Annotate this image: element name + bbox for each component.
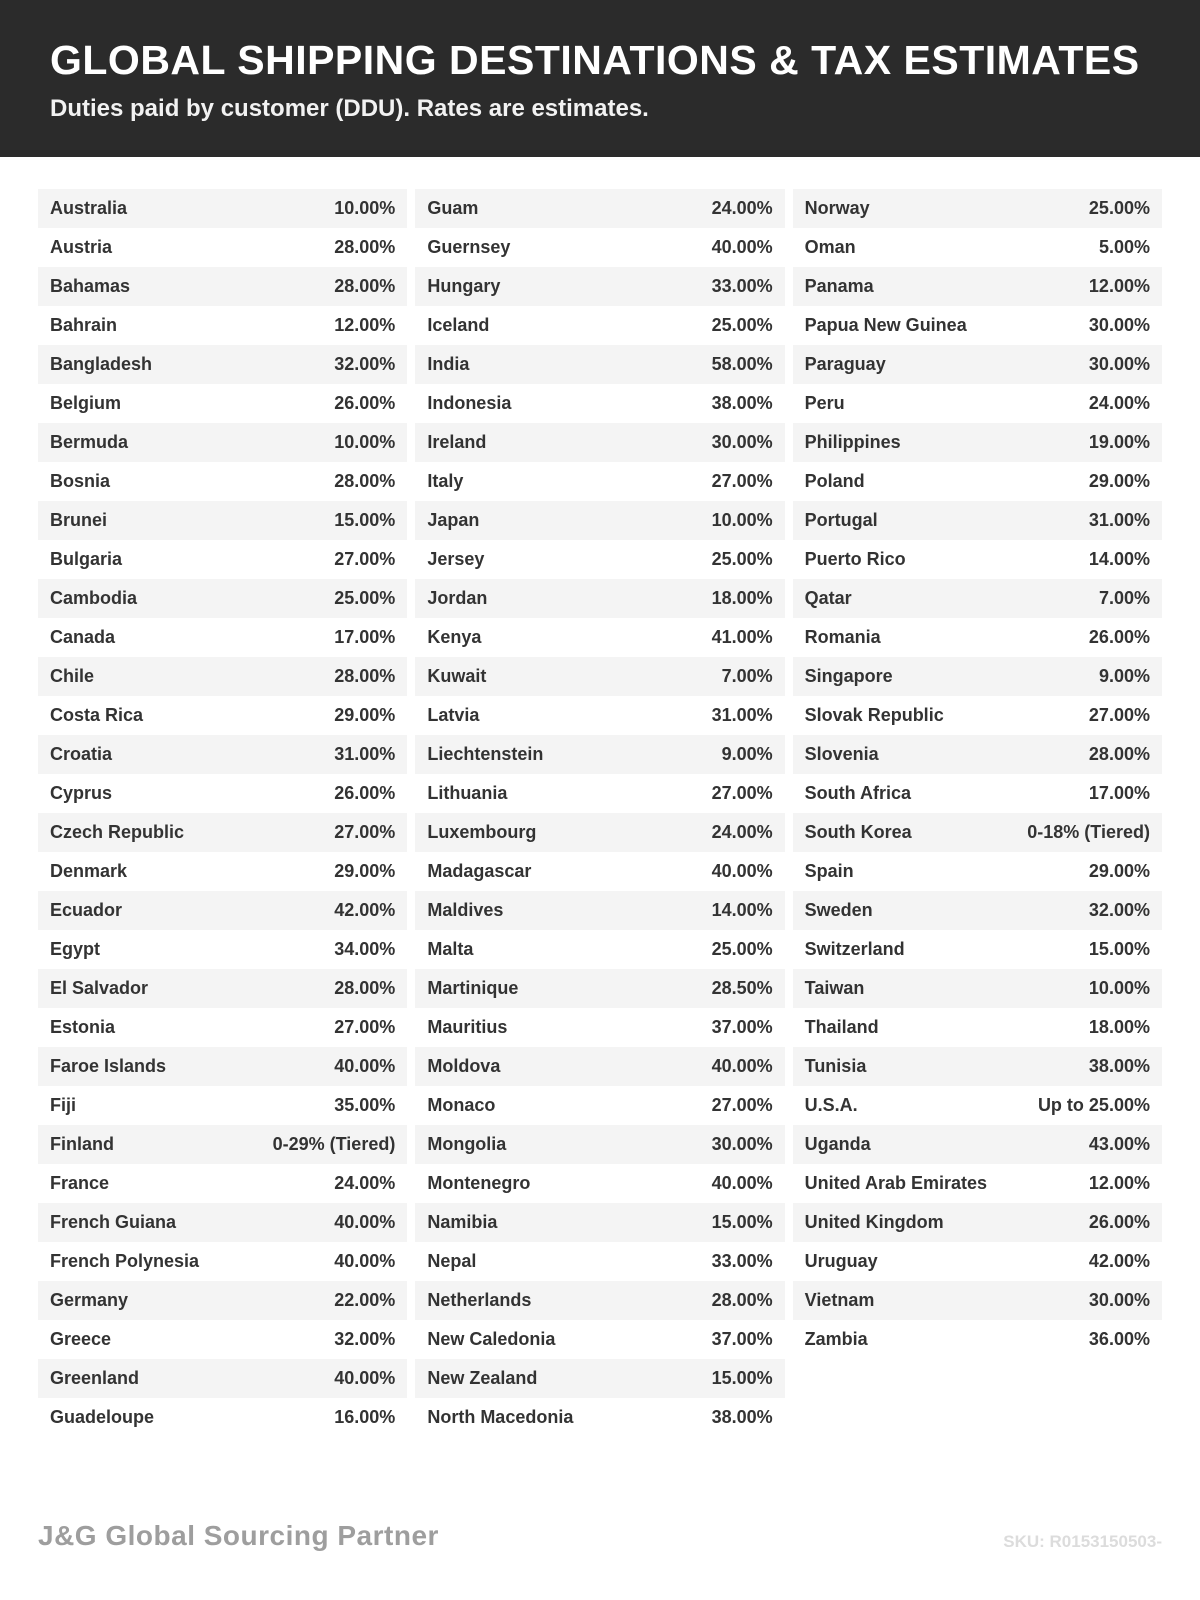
country-name: United Arab Emirates [804,1173,988,1194]
tax-rate: 38.00% [711,393,773,414]
country-name: French Polynesia [50,1251,200,1272]
country-name: Croatia [50,744,113,765]
tax-rate: 26.00% [334,393,396,414]
tax-rate: 40.00% [711,1056,773,1077]
tax-rate: 58.00% [711,354,773,375]
country-name: Moldova [427,1056,501,1077]
tax-rate: 33.00% [711,1251,773,1272]
table-row [793,462,1162,501]
tax-rate: 12.00% [1088,276,1150,297]
table-row [38,618,407,657]
table-row [415,228,784,267]
country-name: Uganda [804,1134,871,1155]
table-row [415,735,784,774]
country-name: Madagascar [427,861,532,882]
tax-rate: 10.00% [711,510,773,531]
country-name: Maldives [427,900,504,921]
table-row [38,345,407,384]
tax-rate: 15.00% [1088,939,1150,960]
tax-rate: 40.00% [711,1173,773,1194]
table-row [38,1320,407,1359]
country-name: Paraguay [804,354,886,375]
country-name: Singapore [804,666,893,687]
tax-rate: 7.00% [721,666,773,687]
country-name: Lithuania [427,783,508,804]
country-name: Switzerland [804,939,905,960]
table-row [38,1359,407,1398]
country-name: Bangladesh [50,354,153,375]
table-row [415,930,784,969]
country-name: Sweden [804,900,873,921]
table-row [38,384,407,423]
table-row [38,969,407,1008]
tax-rate: 30.00% [1088,1290,1150,1311]
table-row [793,1164,1162,1203]
table-column-2 [415,189,784,1437]
table-column-1 [38,189,407,1437]
table-row [38,267,407,306]
table-row [415,345,784,384]
country-name: Mongolia [427,1134,507,1155]
tax-rate: 28.00% [334,978,396,999]
tax-rate: 27.00% [711,783,773,804]
table-row [415,579,784,618]
country-name: Namibia [427,1212,498,1233]
tax-rate: 37.00% [711,1017,773,1038]
table-row [38,696,407,735]
table-row [38,774,407,813]
country-name: Indonesia [427,393,512,414]
table-row [793,1086,1162,1125]
tax-rate: 0-29% (Tiered) [272,1134,396,1155]
tax-rate: 17.00% [334,627,396,648]
tax-rate: 27.00% [711,471,773,492]
table-row [38,501,407,540]
country-name: Liechtenstein [427,744,544,765]
country-name: Oman [804,237,856,258]
table-row [415,540,784,579]
tax-rate: 28.50% [711,978,773,999]
country-name: Jersey [427,549,485,570]
table-row [415,1320,784,1359]
tax-rate: 38.00% [1088,1056,1150,1077]
tax-rate: 42.00% [334,900,396,921]
tax-rate: 33.00% [711,276,773,297]
table-row [38,1203,407,1242]
country-name: Egypt [50,939,101,960]
tax-rate: 18.00% [1088,1017,1150,1038]
country-name: Estonia [50,1017,116,1038]
table-row [793,969,1162,1008]
country-name: Portugal [804,510,878,531]
country-name: Romania [804,627,881,648]
country-name: Slovak Republic [804,705,944,726]
table-row [38,1008,407,1047]
country-name: Ireland [427,432,487,453]
country-name: Tunisia [804,1056,867,1077]
country-name: South Africa [804,783,911,804]
country-name: Costa Rica [50,705,144,726]
table-row [38,891,407,930]
tax-rate: 30.00% [711,1134,773,1155]
page-footer [0,1520,1200,1600]
table-row [415,891,784,930]
country-name: Kuwait [427,666,487,687]
tax-rate: 27.00% [334,822,396,843]
tax-rate: 24.00% [334,1173,396,1194]
country-name: South Korea [804,822,912,843]
tax-rate: 12.00% [334,315,396,336]
table-row [793,1047,1162,1086]
country-name: Papua New Guinea [804,315,967,336]
tax-rate: 25.00% [711,549,773,570]
table-row [415,813,784,852]
country-name: Hungary [427,276,501,297]
table-row [415,1398,784,1437]
tax-rate: 28.00% [334,276,396,297]
table-row [38,735,407,774]
country-name: French Guiana [50,1212,177,1233]
table-row [415,774,784,813]
country-name: Guam [427,198,479,219]
tax-rate: 29.00% [334,705,396,726]
tax-rate: 28.00% [334,471,396,492]
table-row [38,540,407,579]
tax-rate: 10.00% [334,198,396,219]
country-name: Finland [50,1134,114,1155]
country-name: Taiwan [804,978,865,999]
country-name: Norway [804,198,870,219]
table-row [38,189,407,228]
country-name: Nepal [427,1251,477,1272]
country-name: Peru [804,393,845,414]
tax-rate: 37.00% [711,1329,773,1350]
tax-rate: 27.00% [334,549,396,570]
table-row [793,774,1162,813]
country-name: United Kingdom [804,1212,944,1233]
table-row [415,1359,784,1398]
country-name: U.S.A. [804,1095,858,1116]
tax-rate: 14.00% [711,900,773,921]
table-row [415,423,784,462]
table-row [415,306,784,345]
table-row [415,1047,784,1086]
country-name: Bosnia [50,471,111,492]
table-row [793,1203,1162,1242]
country-name: Zambia [804,1329,868,1350]
table-row [793,813,1162,852]
tax-rate: 31.00% [334,744,396,765]
country-name: Brunei [50,510,108,531]
country-name: Bermuda [50,432,129,453]
country-name: New Zealand [427,1368,538,1389]
country-name: Vietnam [804,1290,875,1311]
tax-rate: 9.00% [1098,666,1150,687]
tax-rate: 42.00% [1088,1251,1150,1272]
country-name: Faroe Islands [50,1056,167,1077]
country-name: Spain [804,861,854,882]
page-subtitle: Duties paid by customer (DDU). Rates are estimates. [50,95,649,123]
country-name: Czech Republic [50,822,185,843]
tax-rate: 12.00% [1088,1173,1150,1194]
table-row [415,267,784,306]
country-name: Belgium [50,393,122,414]
tax-rate: 15.00% [711,1212,773,1233]
country-name: New Caledonia [427,1329,556,1350]
tax-rate: 38.00% [711,1407,773,1428]
tax-rate: 22.00% [334,1290,396,1311]
tax-rate: 27.00% [334,1017,396,1038]
table-row [793,228,1162,267]
table-row [793,267,1162,306]
country-name: Monaco [427,1095,496,1116]
table-column-3 [793,189,1162,1359]
country-name: Fiji [50,1095,76,1116]
country-name: Guernsey [427,237,511,258]
tax-rate: 32.00% [334,1329,396,1350]
tax-rate: 40.00% [711,237,773,258]
tax-rate: 40.00% [334,1212,396,1233]
tax-rate: 29.00% [1088,471,1150,492]
country-name: Jordan [427,588,488,609]
tax-rate: 40.00% [711,861,773,882]
country-name: Slovenia [804,744,879,765]
country-name: Ecuador [50,900,123,921]
table-row [415,189,784,228]
table-row [793,579,1162,618]
table-row [793,423,1162,462]
table-row [415,618,784,657]
table-row [415,1086,784,1125]
country-name: Germany [50,1290,129,1311]
tax-rate: 26.00% [334,783,396,804]
tax-rate: 43.00% [1088,1134,1150,1155]
tax-rate: 26.00% [1088,627,1150,648]
country-name: India [427,354,470,375]
tax-rate: Up to 25.00% [1037,1095,1150,1116]
country-name: Guadeloupe [50,1407,155,1428]
table-row [793,1281,1162,1320]
tax-rate: 15.00% [711,1368,773,1389]
table-row [793,189,1162,228]
country-name: Philippines [804,432,901,453]
tax-rate: 40.00% [334,1251,396,1272]
tax-rate: 0-18% (Tiered) [1027,822,1150,843]
table-row [793,345,1162,384]
table-row [793,1320,1162,1359]
tax-rate: 16.00% [334,1407,396,1428]
tax-rate: 28.00% [334,237,396,258]
country-name: Latvia [427,705,480,726]
tax-rate: 24.00% [711,822,773,843]
tax-rate: 29.00% [334,861,396,882]
tax-rate: 28.00% [711,1290,773,1311]
table-row [415,501,784,540]
tax-rate: 26.00% [1088,1212,1150,1233]
tax-rate: 40.00% [334,1056,396,1077]
brand-name: J&G Global Sourcing Partner [38,1520,439,1551]
country-name: Greenland [50,1368,140,1389]
country-name: Bahrain [50,315,118,336]
country-name: Denmark [50,861,128,882]
tax-rate: 31.00% [1088,510,1150,531]
table-row [38,1281,407,1320]
country-name: Kenya [427,627,482,648]
tax-rate: 41.00% [711,627,773,648]
table-row [415,384,784,423]
tax-rate: 30.00% [711,432,773,453]
country-name: Cambodia [50,588,138,609]
table-row [793,696,1162,735]
table-row [793,657,1162,696]
table-row [793,501,1162,540]
tax-rate: 40.00% [334,1368,396,1389]
table-row [38,813,407,852]
tax-rate: 15.00% [334,510,396,531]
tax-rate-table [0,157,1200,1437]
tax-rate: 14.00% [1088,549,1150,570]
tax-rate: 27.00% [711,1095,773,1116]
country-name: Italy [427,471,464,492]
country-name: Cyprus [50,783,113,804]
tax-rate: 9.00% [721,744,773,765]
country-name: France [50,1173,110,1194]
table-row [38,228,407,267]
table-row [793,852,1162,891]
table-row [38,579,407,618]
tax-rate: 28.00% [1088,744,1150,765]
country-name: Panama [804,276,874,297]
country-name: Austria [50,237,113,258]
country-name: Puerto Rico [804,549,906,570]
country-name: Australia [50,198,128,219]
table-row [415,1164,784,1203]
tax-rate: 25.00% [1088,198,1150,219]
tax-rate: 19.00% [1088,432,1150,453]
table-row [415,852,784,891]
country-name: Greece [50,1329,112,1350]
tax-rate: 30.00% [1088,354,1150,375]
country-name: Iceland [427,315,490,336]
table-row [415,1281,784,1320]
tax-rate: 18.00% [711,588,773,609]
tax-rate: 29.00% [1088,861,1150,882]
table-row [38,1242,407,1281]
table-row [793,1242,1162,1281]
country-name: Montenegro [427,1173,531,1194]
table-row [793,540,1162,579]
table-row [793,306,1162,345]
table-row [38,1086,407,1125]
table-row [793,891,1162,930]
country-name: Bahamas [50,276,131,297]
tax-rate: 35.00% [334,1095,396,1116]
tax-rate: 24.00% [711,198,773,219]
tax-rate: 36.00% [1088,1329,1150,1350]
table-row [415,462,784,501]
page-header [0,0,1200,157]
tax-rate: 25.00% [711,939,773,960]
table-row [38,1398,407,1437]
country-name: Poland [804,471,865,492]
tax-rate: 24.00% [1088,393,1150,414]
tax-rate: 31.00% [711,705,773,726]
tax-rate: 32.00% [1088,900,1150,921]
country-name: Martinique [427,978,519,999]
table-row [38,657,407,696]
tax-rate: 28.00% [334,666,396,687]
tax-rate: 30.00% [1088,315,1150,336]
tax-rate: 27.00% [1088,705,1150,726]
country-name: Malta [427,939,474,960]
tax-rate: 34.00% [334,939,396,960]
sku-label: SKU: R0153150503- [1003,1532,1162,1551]
table-row [793,1008,1162,1047]
table-row [415,1242,784,1281]
country-name: Thailand [804,1017,879,1038]
tax-rate: 10.00% [334,432,396,453]
country-name: Netherlands [427,1290,532,1311]
country-name: Chile [50,666,95,687]
table-row [415,657,784,696]
table-row [38,423,407,462]
table-row [38,1164,407,1203]
table-row [38,462,407,501]
table-row [793,618,1162,657]
table-row [415,1203,784,1242]
table-row [415,1008,784,1047]
country-name: Qatar [804,588,852,609]
table-row [38,1047,407,1086]
tax-rate: 32.00% [334,354,396,375]
tax-rate: 5.00% [1098,237,1150,258]
table-row [793,1125,1162,1164]
country-name: North Macedonia [427,1407,574,1428]
tax-rate: 25.00% [711,315,773,336]
tax-rate: 7.00% [1098,588,1150,609]
tax-rate: 25.00% [334,588,396,609]
table-row [793,384,1162,423]
tax-rate: 17.00% [1088,783,1150,804]
country-name: Uruguay [804,1251,878,1272]
table-row [38,1125,407,1164]
table-row [793,735,1162,774]
table-row [38,306,407,345]
table-row [38,852,407,891]
country-name: Bulgaria [50,549,123,570]
table-row [415,969,784,1008]
country-name: Mauritius [427,1017,508,1038]
page-title: GLOBAL SHIPPING DESTINATIONS & TAX ESTIMATES [50,37,1140,83]
country-name: El Salvador [50,978,149,999]
table-row [415,1125,784,1164]
country-name: Luxembourg [427,822,537,843]
table-row [38,930,407,969]
country-name: Canada [50,627,116,648]
tax-rate: 10.00% [1088,978,1150,999]
table-row [793,930,1162,969]
table-row [415,696,784,735]
country-name: Japan [427,510,480,531]
